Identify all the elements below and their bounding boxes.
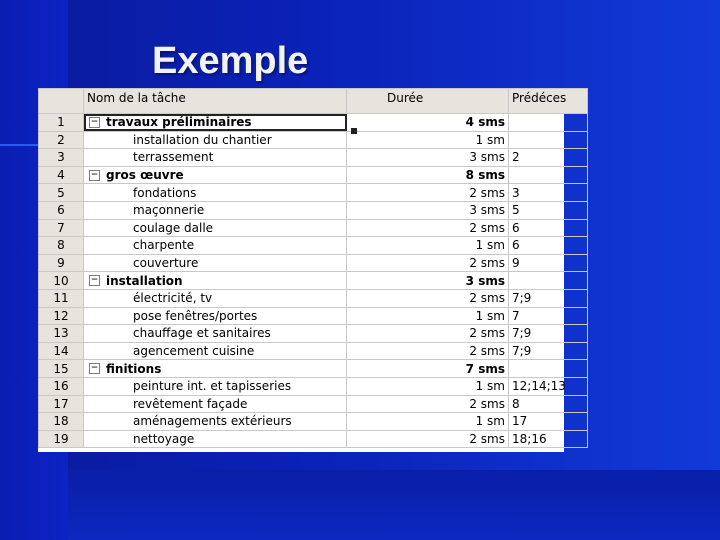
table-row[interactable] — [39, 201, 588, 219]
task-name-cell[interactable] — [84, 395, 347, 413]
task-name-wrap — [87, 273, 343, 289]
row-number[interactable]: 7 — [39, 219, 84, 237]
task-name: fondations — [133, 185, 197, 200]
predecessors-cell[interactable]: 2 — [509, 149, 588, 167]
task-name: travaux préliminaires — [106, 115, 252, 130]
table-header-row — [39, 89, 588, 114]
table-row[interactable] — [39, 413, 588, 431]
row-number[interactable]: 11 — [39, 289, 84, 307]
table-row[interactable] — [39, 360, 588, 378]
predecessors-cell[interactable] — [509, 272, 588, 290]
predecessors-cell[interactable]: 6 — [509, 219, 588, 237]
row-number[interactable]: 2 — [39, 131, 84, 149]
task-name: finitions — [106, 361, 162, 376]
table-row[interactable] — [39, 289, 588, 307]
collapse-toggle-icon[interactable]: − — [90, 275, 99, 286]
task-name-cell[interactable] — [84, 413, 347, 431]
task-table — [38, 88, 588, 448]
predecessors-cell[interactable]: 9 — [509, 254, 588, 272]
task-table-body — [39, 114, 588, 448]
duration-cell[interactable]: 1 sm — [347, 413, 509, 431]
duration-cell[interactable]: 2 sms — [347, 430, 509, 448]
duration-cell[interactable]: 3 sms — [347, 149, 509, 167]
table-row[interactable] — [39, 219, 588, 237]
task-name: coulage dalle — [133, 220, 214, 235]
table-row[interactable] — [39, 307, 588, 325]
task-name: électricité, tv — [133, 291, 213, 306]
column-header-task-name[interactable]: Nom de la tâche — [84, 89, 347, 114]
task-name-cell[interactable] — [84, 325, 347, 343]
duration-cell[interactable]: 1 sm — [347, 237, 509, 255]
predecessors-cell[interactable]: 7;9 — [509, 342, 588, 360]
table-row[interactable] — [39, 237, 588, 255]
table-row[interactable] — [39, 149, 588, 167]
row-number[interactable]: 14 — [39, 342, 84, 360]
duration-cell[interactable]: 7 sms — [347, 360, 509, 378]
duration-cell[interactable]: 1 sm — [347, 307, 509, 325]
task-name-cell[interactable] — [84, 149, 347, 167]
predecessors-cell[interactable]: 7 — [509, 307, 588, 325]
row-number[interactable]: 13 — [39, 325, 84, 343]
table-row[interactable] — [39, 114, 588, 132]
table-row[interactable] — [39, 342, 588, 360]
row-number[interactable]: 9 — [39, 254, 84, 272]
row-number[interactable]: 10 — [39, 272, 84, 290]
task-name-cell[interactable] — [84, 201, 347, 219]
task-name-cell[interactable] — [84, 219, 347, 237]
predecessors-cell[interactable]: 18;16 — [509, 430, 588, 448]
task-name-wrap — [87, 325, 343, 341]
task-name-wrap — [87, 255, 343, 271]
task-name: peinture int. et tapisseries — [133, 379, 292, 394]
predecessors-cell[interactable] — [509, 166, 588, 184]
task-name-wrap — [87, 290, 343, 306]
row-number[interactable]: 4 — [39, 166, 84, 184]
task-name-cell[interactable] — [84, 342, 347, 360]
row-number[interactable]: 8 — [39, 237, 84, 255]
predecessors-cell[interactable]: 12;14;13 — [509, 377, 588, 395]
row-number[interactable]: 5 — [39, 184, 84, 202]
row-number[interactable]: 12 — [39, 307, 84, 325]
row-number[interactable]: 16 — [39, 377, 84, 395]
task-name: gros œuvre — [106, 168, 184, 183]
row-number[interactable]: 17 — [39, 395, 84, 413]
row-number[interactable]: 3 — [39, 149, 84, 167]
table-row[interactable] — [39, 272, 588, 290]
row-number[interactable]: 19 — [39, 430, 84, 448]
duration-cell[interactable]: 2 sms — [347, 184, 509, 202]
task-name: agencement cuisine — [133, 344, 255, 359]
table-row[interactable] — [39, 131, 588, 149]
task-name: maçonnerie — [133, 203, 205, 218]
task-name-cell[interactable] — [84, 254, 347, 272]
duration-cell[interactable]: 2 sms — [347, 325, 509, 343]
predecessors-cell[interactable]: 17 — [509, 413, 588, 431]
table-row[interactable] — [39, 184, 588, 202]
task-name-wrap — [87, 202, 343, 218]
predecessors-cell[interactable] — [509, 131, 588, 149]
duration-cell[interactable]: 4 sms — [347, 114, 509, 132]
predecessors-cell[interactable] — [509, 360, 588, 378]
predecessors-cell[interactable]: 3 — [509, 184, 588, 202]
task-name: pose fenêtres/portes — [133, 308, 258, 323]
table-row[interactable] — [39, 166, 588, 184]
task-name-wrap — [87, 431, 343, 447]
task-name: revêtement façade — [133, 396, 248, 411]
summary-task-name-cell[interactable] — [84, 272, 347, 290]
task-name: charpente — [133, 238, 195, 253]
slide-title: Exemple — [152, 40, 309, 82]
task-name-cell[interactable] — [84, 289, 347, 307]
task-name-wrap — [87, 396, 343, 412]
duration-cell[interactable]: 3 sms — [347, 272, 509, 290]
column-header-duration[interactable]: Durée — [347, 89, 509, 114]
task-name-wrap — [87, 378, 343, 394]
task-name: nettoyage — [133, 431, 195, 446]
summary-task-name-cell[interactable] — [84, 360, 347, 378]
predecessors-cell[interactable]: 7;9 — [509, 289, 588, 307]
predecessors-cell[interactable] — [509, 114, 588, 132]
task-name-wrap — [87, 343, 343, 359]
task-name-wrap — [87, 114, 343, 130]
task-name: terrassement — [133, 150, 214, 165]
table-row[interactable] — [39, 254, 588, 272]
duration-cell[interactable]: 1 sm — [347, 377, 509, 395]
selection-handle[interactable] — [351, 128, 357, 134]
task-name-wrap — [87, 167, 343, 183]
row-number-header — [39, 89, 84, 114]
task-name-cell[interactable] — [84, 307, 347, 325]
task-name-wrap — [87, 413, 343, 429]
task-name-wrap — [87, 237, 343, 253]
task-name-wrap — [87, 132, 343, 148]
collapse-toggle-icon[interactable]: − — [90, 169, 99, 180]
duration-cell[interactable]: 8 sms — [347, 166, 509, 184]
collapse-toggle-icon[interactable]: − — [90, 116, 99, 127]
task-name: installation du chantier — [133, 132, 272, 147]
row-number[interactable]: 6 — [39, 201, 84, 219]
duration-cell[interactable]: 3 sms — [347, 201, 509, 219]
table-row[interactable] — [39, 377, 588, 395]
task-name-wrap — [87, 149, 343, 165]
task-name-wrap — [87, 308, 343, 324]
task-name-cell[interactable] — [84, 131, 347, 149]
task-name-cell[interactable] — [84, 184, 347, 202]
row-number[interactable]: 18 — [39, 413, 84, 431]
predecessors-cell[interactable]: 7;9 — [509, 325, 588, 343]
task-name: installation — [106, 273, 183, 288]
predecessors-cell[interactable]: 6 — [509, 237, 588, 255]
summary-task-name-cell[interactable] — [84, 166, 347, 184]
bottom-background-band — [68, 470, 720, 540]
table-row[interactable] — [39, 430, 588, 448]
column-header-predecessors[interactable]: Prédéces — [509, 89, 588, 114]
summary-task-name-cell[interactable] — [84, 114, 347, 132]
duration-cell[interactable]: 1 sm — [347, 131, 509, 149]
table-row[interactable] — [39, 395, 588, 413]
duration-cell[interactable]: 2 sms — [347, 219, 509, 237]
collapse-toggle-icon[interactable]: − — [90, 363, 99, 374]
task-name: chauffage et sanitaires — [133, 326, 271, 341]
task-name-cell[interactable] — [84, 377, 347, 395]
task-name: aménagements extérieurs — [133, 414, 292, 429]
task-name-cell[interactable] — [84, 237, 347, 255]
task-name-cell[interactable] — [84, 430, 347, 448]
duration-cell[interactable]: 2 sms — [347, 395, 509, 413]
duration-cell[interactable]: 2 sms — [347, 254, 509, 272]
duration-cell[interactable]: 2 sms — [347, 342, 509, 360]
predecessors-cell[interactable]: 5 — [509, 201, 588, 219]
task-name-wrap — [87, 185, 343, 201]
task-sheet — [38, 88, 567, 452]
row-number[interactable]: 1 — [39, 114, 84, 132]
task-name-wrap — [87, 361, 343, 377]
task-name: couverture — [133, 256, 199, 271]
row-number[interactable]: 15 — [39, 360, 84, 378]
duration-cell[interactable]: 2 sms — [347, 289, 509, 307]
table-row[interactable] — [39, 325, 588, 343]
predecessors-cell[interactable]: 8 — [509, 395, 588, 413]
task-name-wrap — [87, 220, 343, 236]
